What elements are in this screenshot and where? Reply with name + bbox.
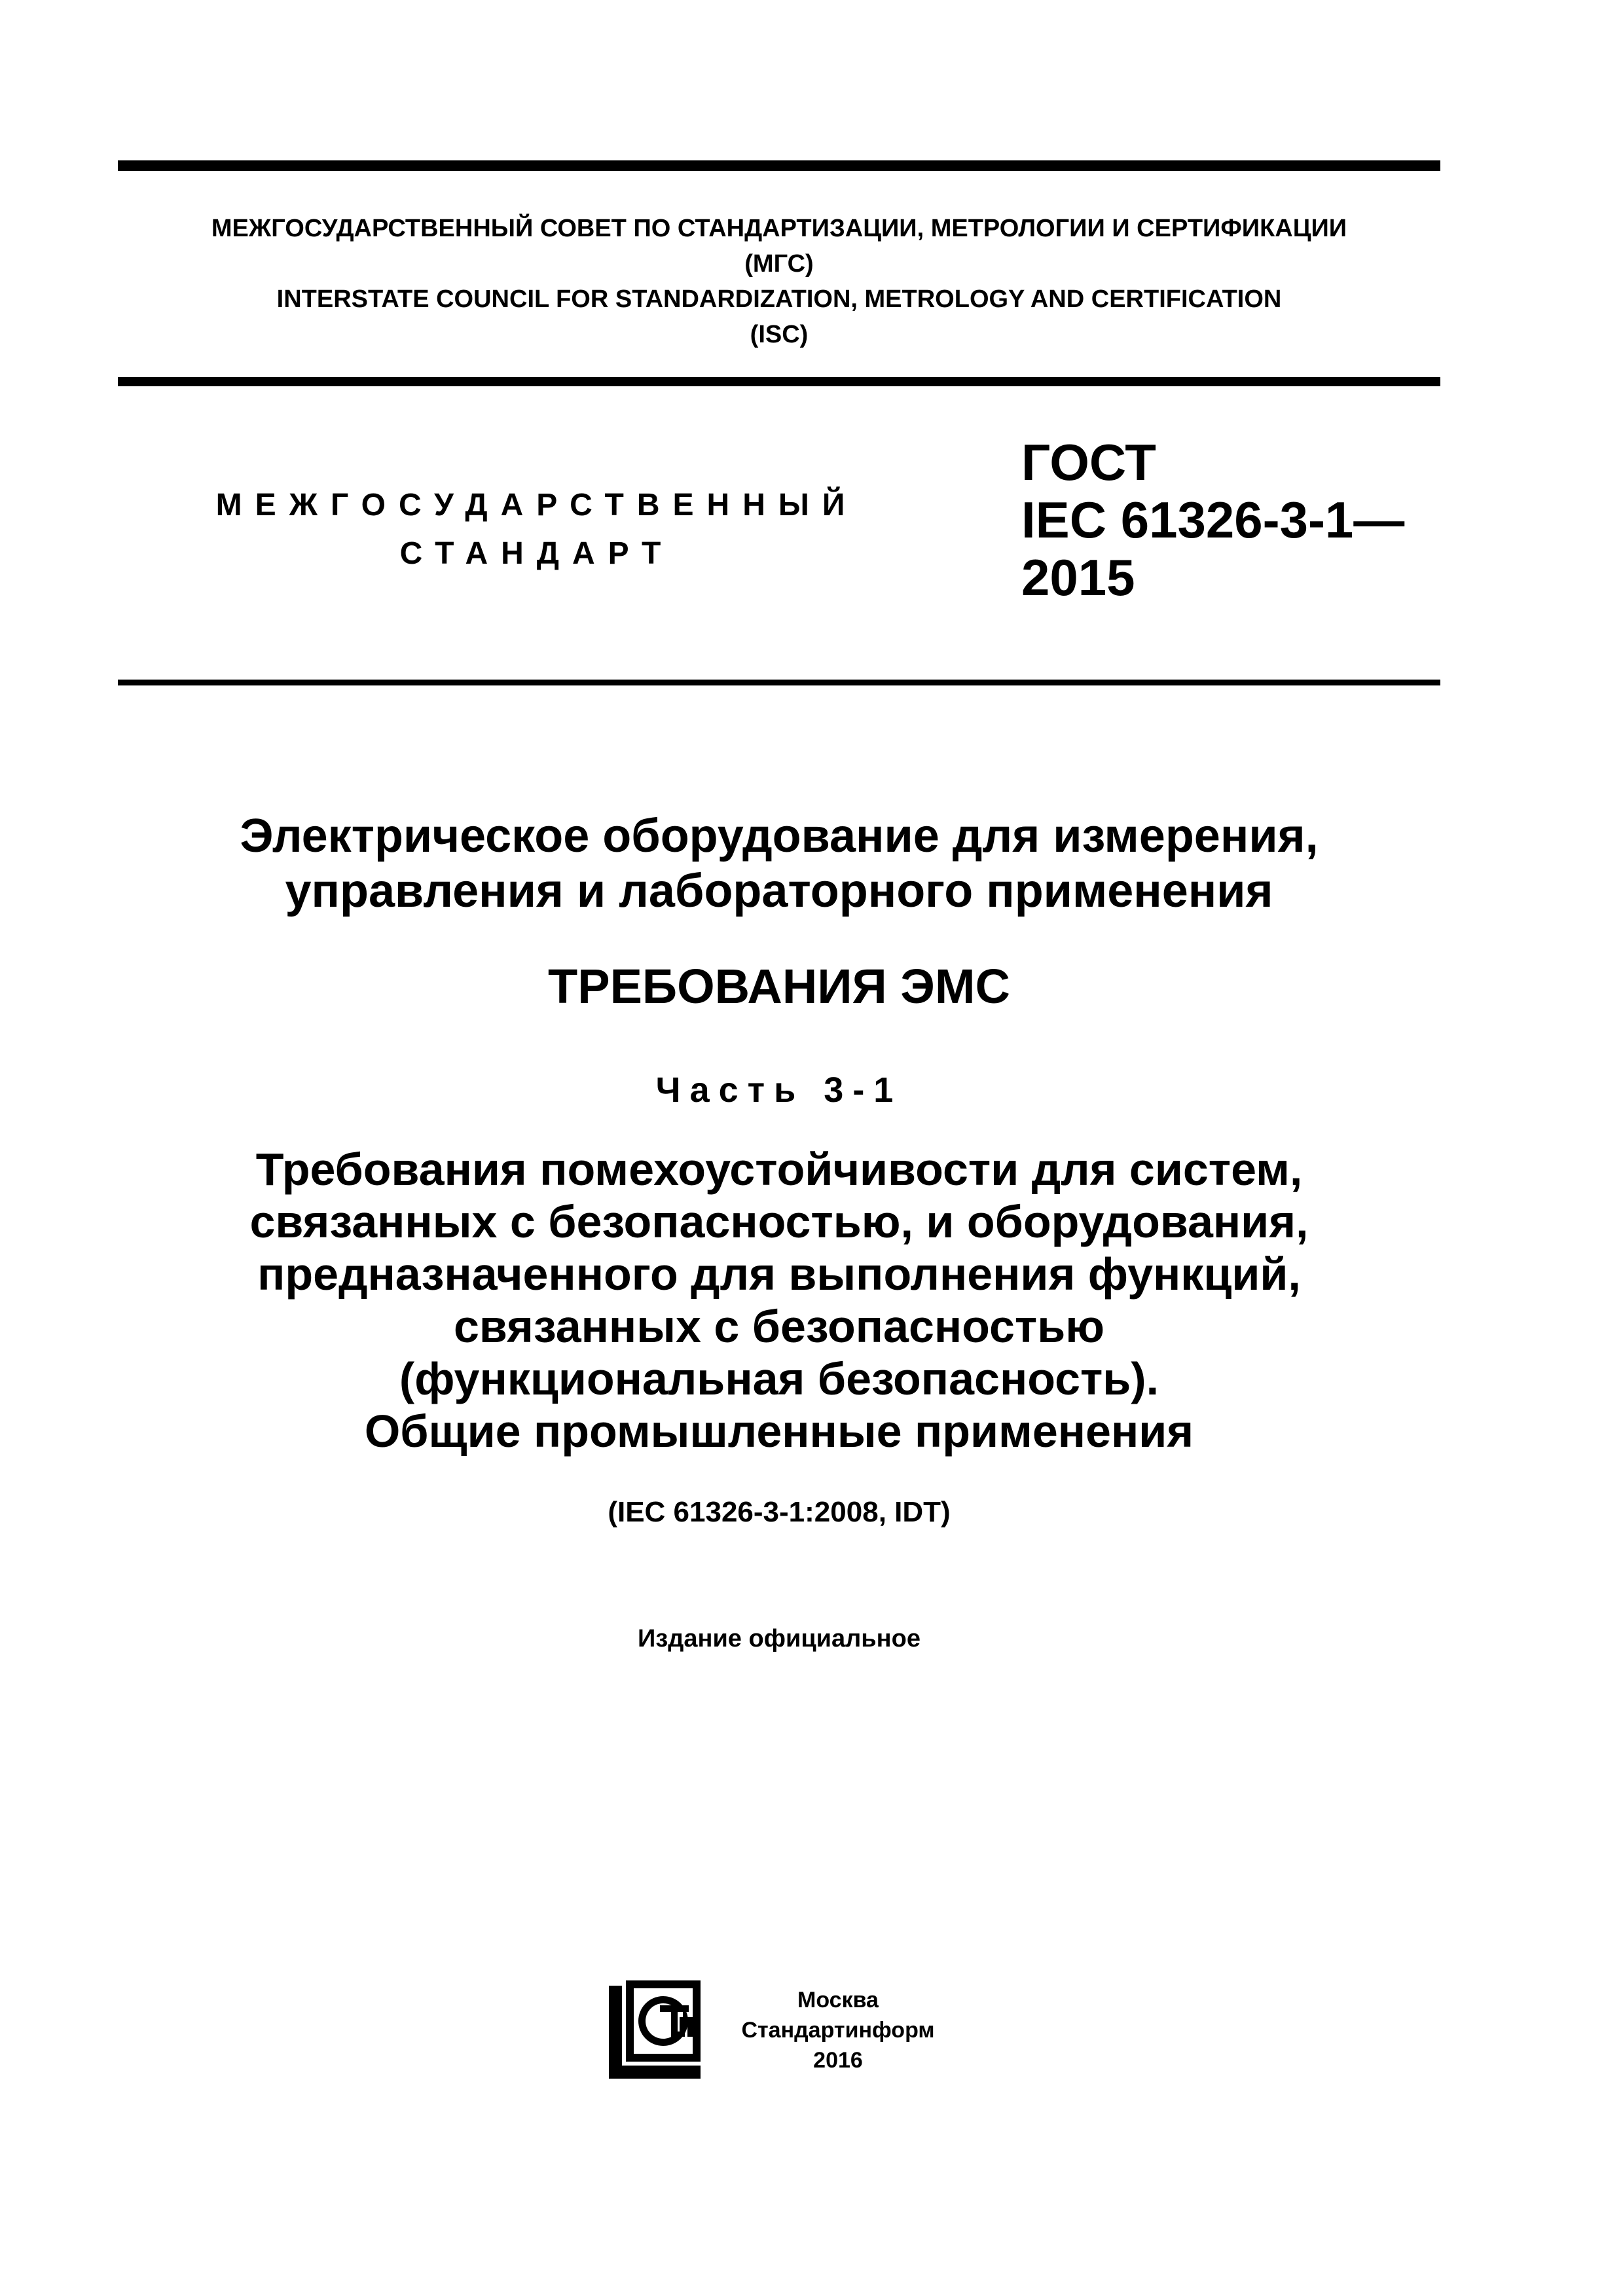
publisher-year: 2016	[813, 2048, 863, 2073]
council-abbr-ru: (МГС)	[744, 250, 814, 278]
standard-label-line2: СТАНДАРТ	[399, 536, 674, 571]
subtitle-line3: предназначенного для выполнения функций,	[257, 1248, 1301, 1300]
council-header	[118, 211, 1440, 352]
subtitle-line1: Требования помехоустойчивости для систем,	[255, 1144, 1303, 1195]
publisher-city: Москва	[797, 1988, 879, 2013]
standard-label-line1: МЕЖГОСУДАРСТВЕННЫЙ	[215, 488, 858, 522]
title-line2: управления и лабораторного применения	[285, 865, 1273, 917]
edition-note: Издание официальное	[638, 1625, 921, 1652]
subtitle-line5: (функциональная безопасность).	[399, 1353, 1159, 1404]
council-abbr-en: (ISC)	[750, 321, 809, 348]
bottom-rule	[118, 680, 1440, 685]
part-number: Часть 3-1	[655, 1070, 903, 1110]
council-name-en: INTERSTATE COUNCIL FOR STANDARDIZATION, METROLOGY AND CERTIFICATION	[276, 285, 1282, 313]
standard-code-line3: 2015	[1021, 549, 1135, 606]
subtitle-line6: Общие промышленные применения	[364, 1406, 1194, 1457]
middle-rule	[118, 377, 1440, 386]
publisher-info	[714, 1985, 962, 2075]
subtitle-line4: связанных с безопасностью	[453, 1301, 1105, 1352]
title-line1: Электрическое оборудование для измерения,	[240, 810, 1319, 862]
council-name-ru: МЕЖГОСУДАРСТВЕННЫЙ СОВЕТ ПО СТАНДАРТИЗАЦИИ, МЕТРОЛОГИИ И СЕРТИФИКАЦИИ	[211, 215, 1347, 242]
subtitle-line2: связанных с безопасностью, и оборудования,	[249, 1196, 1309, 1247]
document-title	[118, 809, 1440, 919]
standard-code-line1: ГОСТ	[1021, 433, 1156, 491]
document-subtitle	[118, 1143, 1440, 1457]
standard-type-label	[196, 481, 877, 578]
iec-reference: (IEC 61326-3-1:2008, IDT)	[608, 1496, 951, 1528]
standard-code-line2: IEC 61326-3-1—	[1021, 491, 1405, 549]
standard-code	[1021, 433, 1404, 606]
publisher-name: Стандартинформ	[741, 2018, 935, 2043]
standartinform-logo-icon	[609, 1980, 701, 2079]
top-rule	[118, 160, 1440, 171]
requirements-heading: ТРЕБОВАНИЯ ЭМС	[548, 959, 1010, 1013]
